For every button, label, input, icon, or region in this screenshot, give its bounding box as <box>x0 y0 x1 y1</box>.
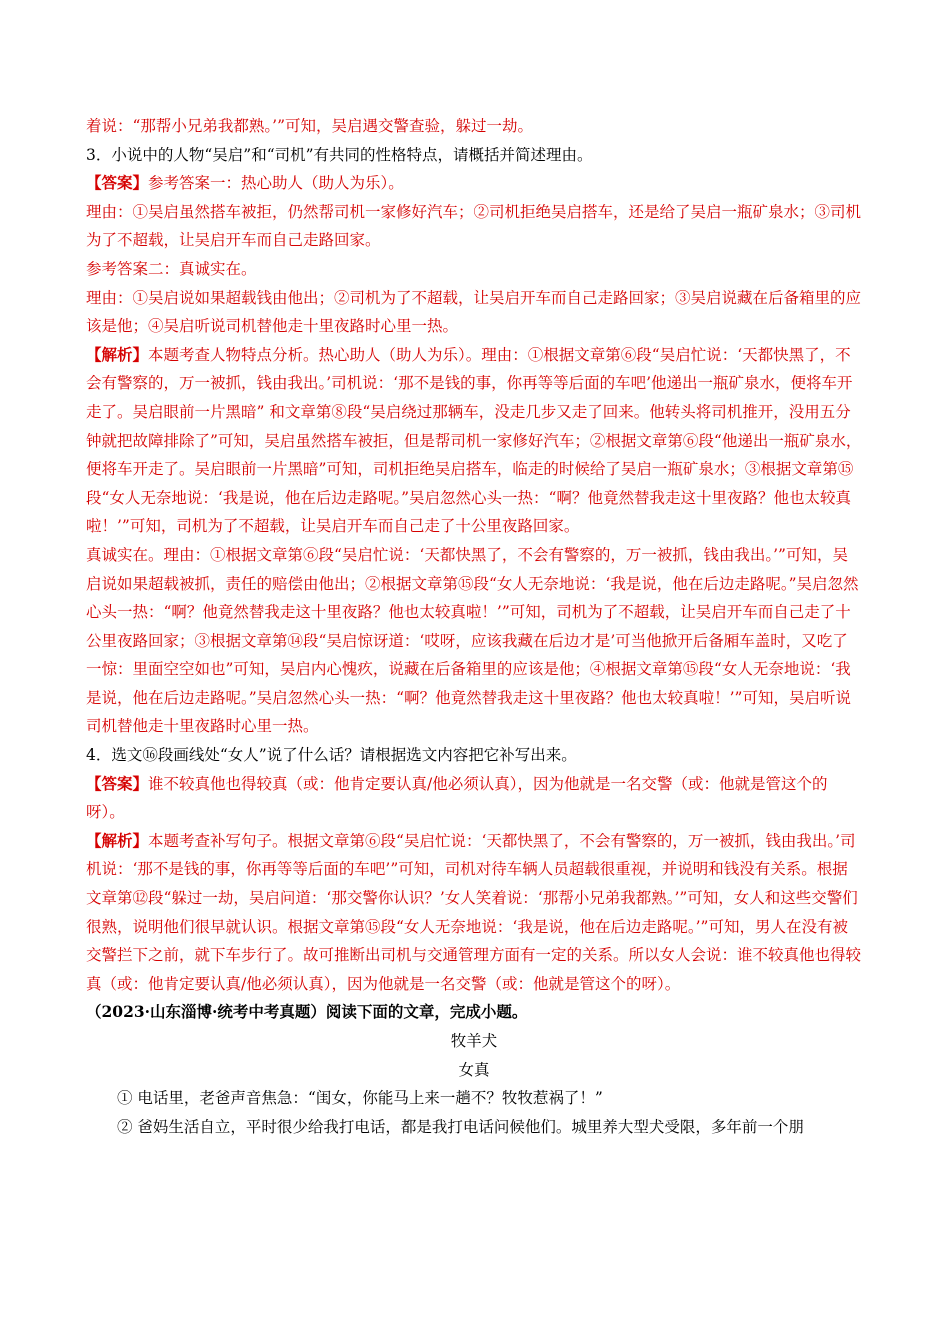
section-heading: （2023·山东淄博·统考中考真题）阅读下面的文章，完成小题。 <box>86 1002 528 1022</box>
answer-label: 【答案】 <box>86 173 149 193</box>
question-4: 4．选文⑯段画线处“女人”说了什么话？请根据选文内容把它补写出来。 <box>86 746 577 765</box>
answer-3-option-2: 参考答案二：真诚实在。 <box>86 259 257 278</box>
answer-3-reason-2: 理由：①吴启说如果超载钱由他出；②司机为了不超载，让吴启开车而自己走路回家；③吴启说藏在后备箱里的应该是他；④吴启听说司机替他走十里夜路时心里一热。 <box>86 288 862 336</box>
article-paragraph-2: ② 爸妈生活自立，平时很少给我打电话，都是我打电话问候他们。城里养大型犬受限，多年前一个朋 <box>117 1117 804 1136</box>
answer-label: 【答案】 <box>86 773 149 793</box>
answer-continuation: 着说：“那帮小兄弟我都熟。’”可知，吴启遇交警查验，躲过一劫。 <box>86 117 534 135</box>
answer-4: 【答案】谁不较真他也得较真（或：他肯定要认真/他必须认真），因为他就是一名交警（或：他就是管这个的呀）。 <box>86 773 828 822</box>
answer-3-option-1: 【答案】参考答案一：热心助人（助人为乐）。 <box>86 173 404 193</box>
analysis-3: 【解析】本题考查人物特点分析。热心助人（助人为乐）。理由：①根据文章第⑥段“吴启忙说：‘天都快黑了，不会有警察的，万一被抓，钱由我出。’司机说：‘那不是钱的事，你再等等后面的车吧’他递出一瓶矿泉水，便将车开走了。吴启眼前一片黑暗” 和文章第⑧段“吴启绕过那辆车，没走几步又走了回来。他转头将司机推开，没用五分钟就把故障排除了”可知，吴启虽然搭车被拒，但是帮司机一家修好汽车；②根据文章第⑥段“他递出一瓶矿泉水，便将车开走了。吴启眼前一片黑暗”可知，司机拒绝吴启搭车，临走的时候给了吴启一瓶矿泉水；③根据文章第⑮段“女人无奈地说：‘我是说，他在后边走路呢。”吴启忽然心头一热：“啊？他竟然替我走这十里夜路？他也太较真啦！’”可知，司机为了不超载，让吴启开车而自己走了十公里夜路回家。 <box>86 344 862 536</box>
answer-3-reason-1: 理由：①吴启虽然搭车被拒，仍然帮司机一家修好汽车；②司机拒绝吴启搭车，还是给了吴启一瓶矿泉水；③司机为了不超载，让吴启开车而自己走路回家。 <box>86 202 862 250</box>
analysis-label: 【解析】 <box>86 830 149 850</box>
article-title: 牧羊犬 <box>450 1032 498 1050</box>
document-content <box>86 112 862 1141</box>
analysis-label: 【解析】 <box>86 344 149 364</box>
question-3: 3．小说中的人物“吴启”和“司机”有共同的性格特点，请概括并简述理由。 <box>86 145 593 164</box>
article-paragraph-1: ① 电话里，老爸声音焦急：“闺女，你能马上来一趟不？牧牧惹祸了！” <box>117 1089 603 1108</box>
analysis-4: 【解析】本题考查补写句子。根据文章第⑥段“吴启忙说：‘天都快黑了，不会有警察的，万一被抓，钱由我出。’司机说：‘那不是钱的事，你再等等后面的车吧’”可知，司机对待车辆人员超载很重视，并说明和钱没有关系。根据文章第⑫段“躲过一劫，吴启问道：‘那交警你认识？’女人笑着说：‘那帮小兄弟我都熟。’”可知，女人和这些交警们很熟，说明他们很早就认识。根据文章第⑮段“女人无奈地说：‘我是说，他在后边走路呢。’”可知，男人在没有被交警拦下之前，就下车步行了。故可推断出司机与交通管理方面有一定的关系。所以女人会说：谁不较真他也得较真（或：他肯定要认真/他必须认真），因为他就是一名交警（或：他就是管这个的呀）。 <box>86 830 862 993</box>
article-author: 女真 <box>458 1060 490 1079</box>
analysis-3-sincere: 真诚实在。理由：①根据文章第⑥段“吴启忙说：‘天都快黑了，不会有警察的，万一被抓，钱由我出。’”可知，吴启说如果超载被抓，责任的赔偿由他出；②根据文章第⑮段“女人无奈地说：‘我是说，他在后边走路呢。”吴启忽然心头一热：“啊？他竟然替我走这十里夜路？他也太较真啦！’”可知，司机为了不超载，让吴启开车而自己走了十公里夜路回家；③根据文章第⑭段“吴启惊讶道：‘哎呀，应该我藏在后边才是’可当他掀开后备厢车盖时，又吃了一惊：里面空空如也”可知，吴启内心愧疚，说藏在后备箱里的应该是他；④根据文章第⑮段“女人无奈地说：‘我是说，他在后边走路呢。”吴启忽然心头一热：“啊？他竟然替我走这十里夜路？他也太较真啦！’”可知，吴启听说司机替他走十里夜路时心里一热。 <box>86 545 859 736</box>
